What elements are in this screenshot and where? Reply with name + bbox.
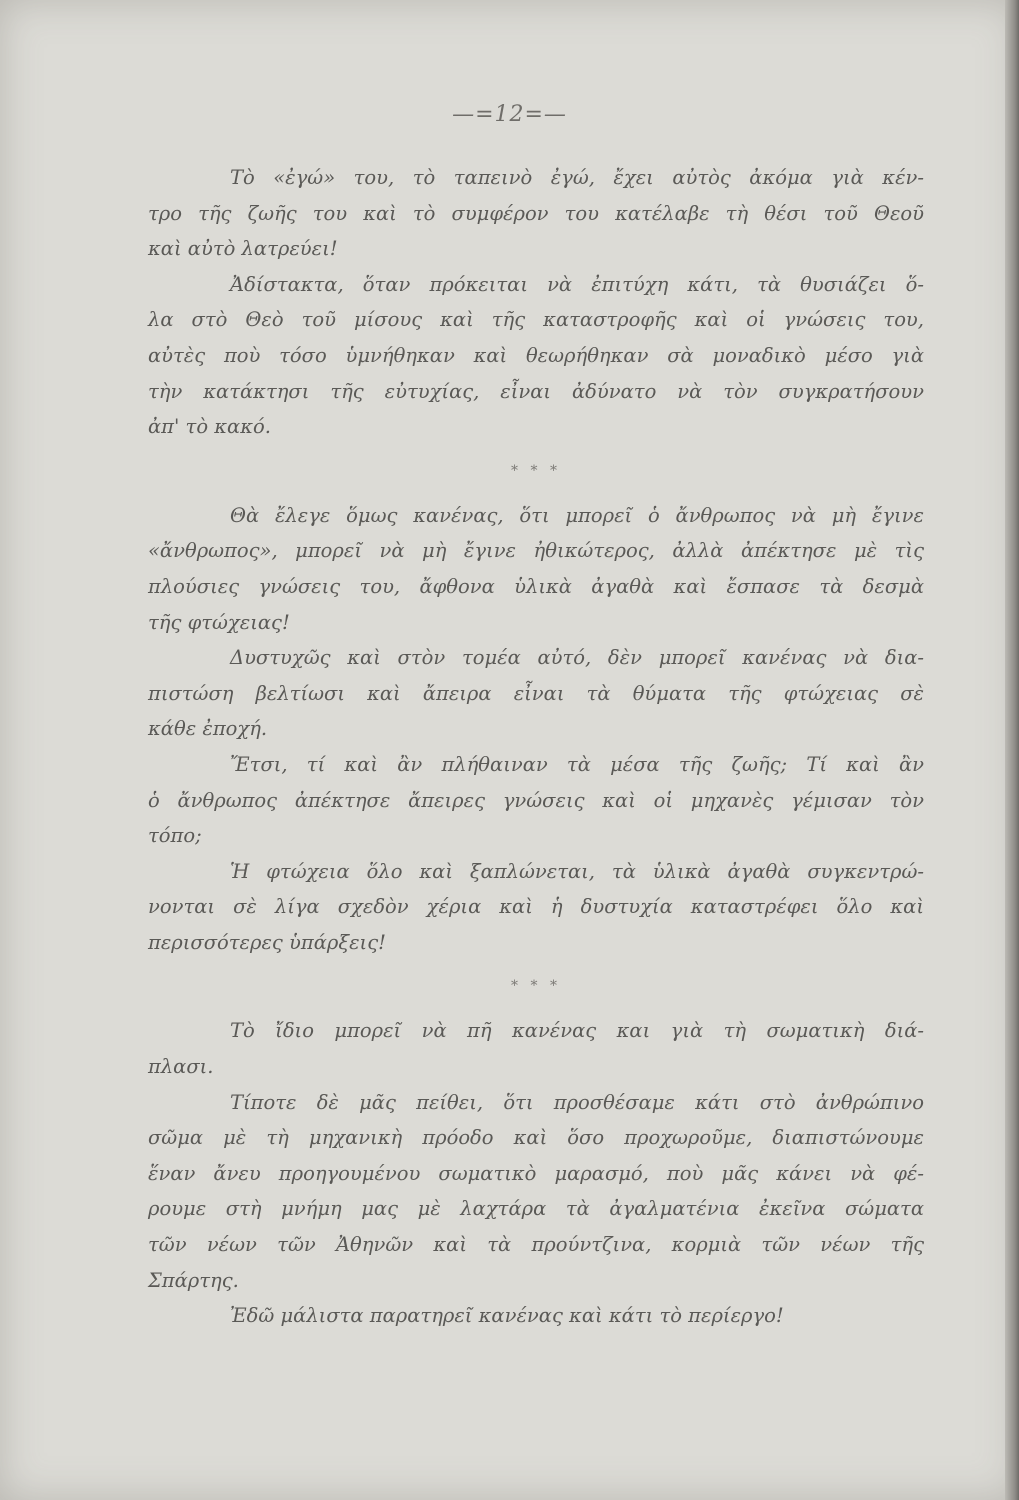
text-line: Τὸ «ἐγώ» του, τὸ ταπεινὸ ἐγώ, ἔχει αὐτὸς ἀκόμα γιὰ κέν- (230, 166, 924, 189)
text-line: κάθε ἐποχή. (148, 717, 268, 741)
text-line: Τὸ ἴδιο μπορεῖ νὰ πῆ κανένας και γιὰ τὴ σωματικὴ διά- (230, 1019, 924, 1043)
body-text (148, 160, 924, 1334)
text-line: καὶ αὐτὸ λατρεύει! (148, 237, 338, 261)
text-line: τῶν νέων τῶν Ἀθηνῶν καὶ τὰ προύντζινα, κορμιὰ τῶν νέων τῆς (148, 1233, 924, 1257)
text-line: τὴν κατάκτησι τῆς εὐτυχίας, εἶναι ἀδύνατο νὰ τὸν συγκρατήσουν (148, 379, 924, 403)
text-line: τόπο; (148, 824, 202, 848)
text-line: Θὰ ἔλεγε ὅμως κανένας, ὅτι μπορεῖ ὁ ἄνθρωπος νὰ μὴ ἔγινε (230, 503, 924, 527)
section-separator: * * * (511, 978, 561, 995)
text-line: Ἔτσι, τί καὶ ἂν πλήθαιναν τὰ μέσα τῆς ζωῆς; Τί καὶ ἂν (230, 752, 924, 776)
text-line: Δυστυχῶς καὶ στὸν τομέα αὐτό, δὲν μπορεῖ κανένας νὰ δια- (230, 646, 924, 670)
text-line: σῶμα μὲ τὴ μηχανικὴ πρόοδο καὶ ὅσο προχωροῦμε, διαπιστώνουμε (148, 1126, 924, 1150)
text-line: περισσότερες ὑπάρξεις! (148, 930, 386, 954)
text-line: πιστώση βελτίωσι καὶ ἄπειρα εἶναι τὰ θύματα τῆς φτώχειας σὲ (148, 681, 924, 705)
text-line: Ἡ φτώχεια ὅλο καὶ ξαπλώνεται, τὰ ὑλικὰ ἀγαθὰ συγκεντρώ- (230, 859, 924, 883)
text-line: Ἀδίστακτα, ὅταν πρόκειται νὰ ἐπιτύχη κάτι, τὰ θυσιάζει ὅ- (230, 272, 924, 296)
text-line: νονται σὲ λίγα σχεδὸν χέρια καὶ ἡ δυστυχία καταστρέφει ὅλο καὶ (148, 895, 924, 919)
text-line: Ἐδῶ μάλιστα παρατηρεῖ κανένας καὶ κάτι τὸ περίεργο! (230, 1304, 784, 1328)
section-separator: * * * (511, 462, 561, 479)
text-line: λα στὸ Θεὸ τοῦ μίσους καὶ τῆς καταστροφῆς καὶ οἱ γνώσεις του, (148, 308, 924, 332)
text-line: αὐτὲς ποὺ τόσο ὑμνήθηκαν καὶ θεωρήθηκαν σὰ μοναδικὸ μέσο γιὰ (148, 343, 924, 367)
text-line: «ἄνθρωπος», μπορεῖ νὰ μὴ ἔγινε ἠθικώτερος, ἀλλὰ ἀπέκτησε μὲ τὶς (148, 539, 924, 563)
text-line: ἀπ' τὸ κακό. (148, 415, 271, 439)
page-edge-shadow (1005, 0, 1019, 1500)
text-line: τῆς φτώχειας! (148, 610, 290, 634)
text-line: ρουμε στὴ μνήμη μας μὲ λαχτάρα τὰ ἀγαλματένια ἐκεῖνα σώματα (148, 1197, 924, 1221)
text-line: ὁ ἄνθρωπος ἀπέκτησε ἄπειρες γνώσεις καὶ οἱ μηχανὲς γέμισαν τὸν (148, 788, 924, 812)
text-line: τρο τῆς ζωῆς του καὶ τὸ συμφέρον του κατέλαβε τὴ θέσι τοῦ Θεοῦ (148, 201, 924, 225)
page-number: —=12=— (452, 102, 567, 127)
text-line: Τίποτε δὲ μᾶς πείθει, ὅτι προσθέσαμε κάτι στὸ ἀνθρώπινο (230, 1090, 924, 1114)
text-line: πλασι. (148, 1055, 214, 1079)
text-line: Σπάρτης. (148, 1268, 239, 1292)
text-line: πλούσιες γνώσεις του, ἄφθονα ὑλικὰ ἀγαθὰ καὶ ἔσπασε τὰ δεσμὰ (148, 574, 924, 598)
text-line: ἕναν ἄνευ προηγουμένου σωματικὸ μαρασμό, ποὺ μᾶς κάνει νὰ φέ- (148, 1161, 924, 1185)
